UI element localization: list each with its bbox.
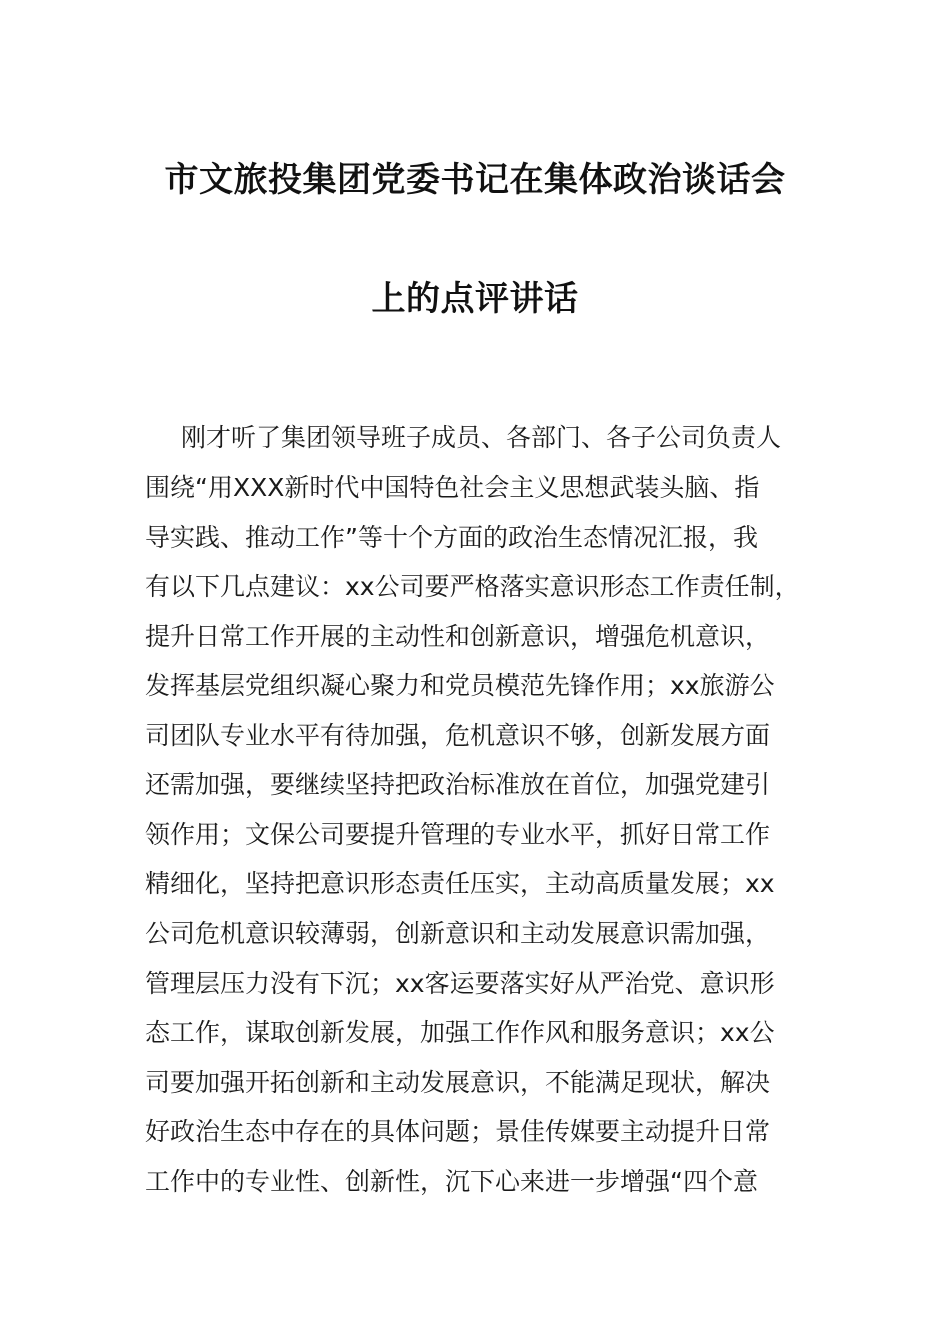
document-title-line-2: 上的点评讲话 — [371, 279, 579, 319]
body-line-4: 有以下几点建议：xx公司要严格落实意识形态工作责任制， — [145, 572, 800, 601]
document-title-line-1: 市文旅投集团党委书记在集体政治谈话会 — [164, 160, 786, 200]
body-line-2: 围绕“用XXX新时代中国特色社会主义思想武装头脑、指 — [145, 473, 760, 502]
body-line-16: 工作中的专业性、创新性，沉下心来进一步增强“四个意 — [145, 1167, 758, 1196]
body-line-6: 发挥基层党组织凝心聚力和党员模范先锋作用；xx旅游公 — [145, 671, 775, 700]
body-line-9: 领作用；文保公司要提升管理的专业水平，抓好日常工作 — [145, 820, 771, 849]
body-line-5: 提升日常工作开展的主动性和创新意识，增强危机意识， — [145, 622, 771, 651]
body-line-7: 司团队专业水平有待加强，危机意识不够，创新发展方面 — [145, 721, 771, 750]
body-line-1: 刚才听了集团领导班子成员、各部门、各子公司负责人 — [181, 423, 782, 452]
body-line-15: 好政治生态中存在的具体问题；景佳传媒要主动提升日常 — [145, 1117, 771, 1146]
body-line-10: 精细化，坚持把意识形态责任压实，主动高质量发展；xx — [145, 869, 775, 898]
body-line-8: 还需加强，要继续坚持把政治标准放在首位，加强党建引 — [145, 770, 771, 799]
body-line-3: 导实践、推动工作”等十个方面的政治生态情况汇报，我 — [145, 523, 758, 552]
body-line-12: 管理层压力没有下沉；xx客运要落实好从严治党、意识形 — [145, 969, 775, 998]
body-line-13: 态工作，谋取创新发展，加强工作作风和服务意识；xx公 — [145, 1018, 775, 1047]
body-line-11: 公司危机意识较薄弱，创新意识和主动发展意识需加强， — [145, 919, 771, 948]
body-line-14: 司要加强开拓创新和主动发展意识，不能满足现状，解决 — [145, 1068, 771, 1097]
